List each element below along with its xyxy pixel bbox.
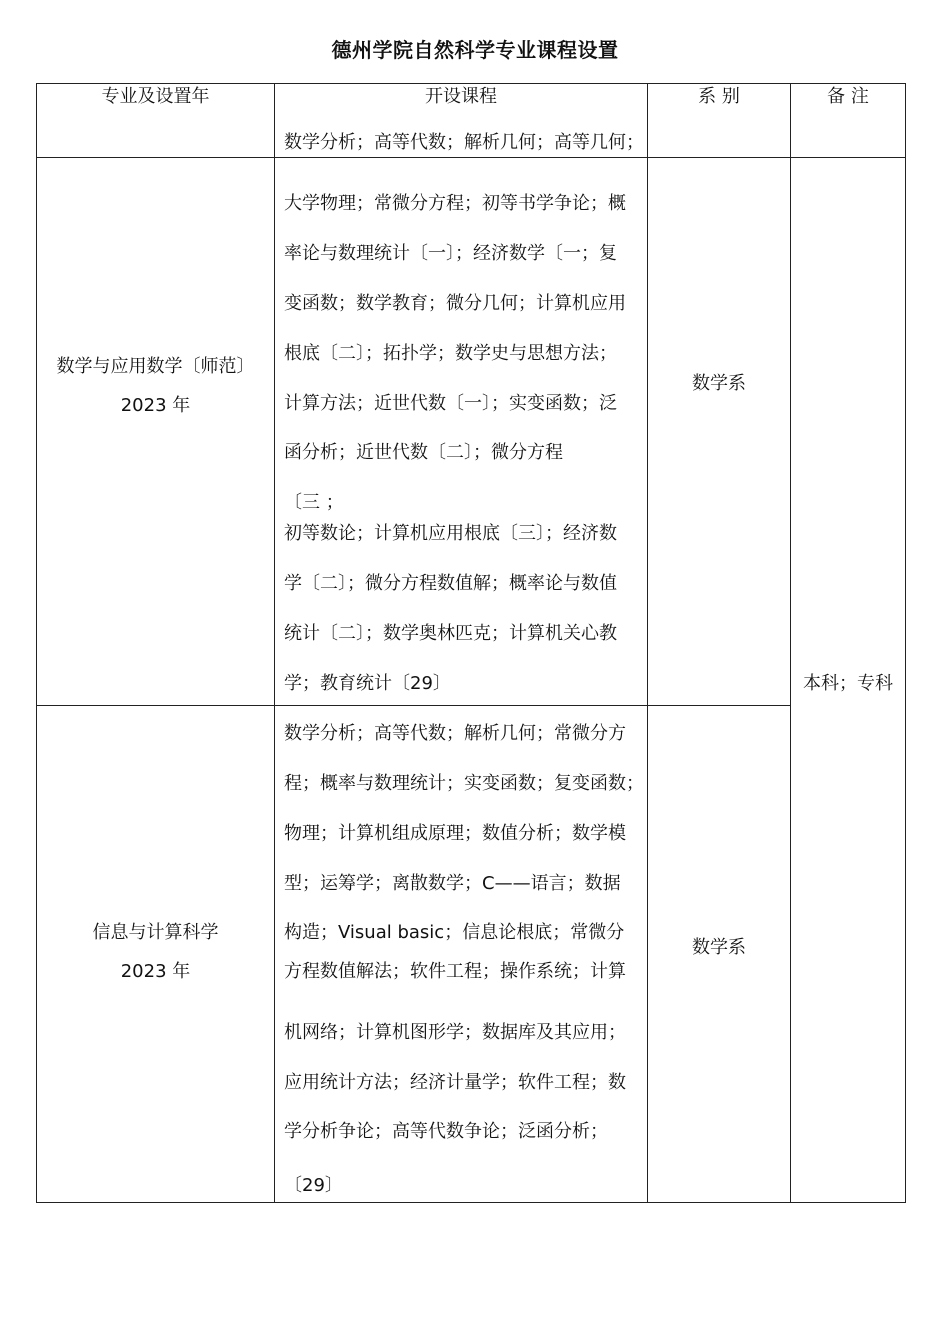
row2-course-line: 物理；计算机组成原理；数值分析；数学模 bbox=[284, 823, 626, 844]
column-divider-2 bbox=[647, 83, 648, 1203]
row1-course-line: 〔三 ； bbox=[284, 492, 344, 513]
row2-course-line: 方程数值解法；软件工程；操作系统；计算 bbox=[284, 961, 626, 982]
row1-course-line: 根底〔二〕；拓扑学；数学史与思想方法； bbox=[284, 343, 617, 364]
row2-course-line: 〔29〕 bbox=[284, 1175, 343, 1196]
table-border-top bbox=[36, 83, 906, 84]
row-divider bbox=[36, 705, 791, 706]
header-department: 系 别 bbox=[698, 86, 740, 107]
row1-course-line: 统计〔二〕；数学奥林匹克；计算机关心教 bbox=[284, 623, 617, 644]
header-major: 专业及设置年 bbox=[101, 86, 210, 107]
header-remarks: 备 注 bbox=[827, 86, 869, 107]
row1-course-line: 变函数；数学教育；微分几何；计算机应用 bbox=[284, 293, 626, 314]
table-border-bottom bbox=[36, 1202, 906, 1203]
header-course-continuation: 数学分析；高等代数；解析几何；高等几何； bbox=[284, 132, 644, 153]
row1-course-line: 函分析；近世代数〔二〕；微分方程 bbox=[284, 442, 563, 463]
row2-course-line: 机网络；计算机图形学；数据库及其应用； bbox=[284, 1022, 626, 1043]
row1-course-line: 学〔二〕；微分方程数值解；概率论与数值 bbox=[284, 573, 617, 594]
row2-course-line: 程；概率与数理统计；实变函数；复变函数； bbox=[284, 773, 644, 794]
remarks-cell: 本科；专科 bbox=[803, 673, 893, 694]
row1-course-line: 学；教育统计〔29〕 bbox=[284, 673, 451, 694]
header-divider bbox=[36, 157, 906, 158]
table-border-left bbox=[36, 83, 37, 1203]
row1-course-line: 大学物理；常微分方程；初等书学争论；概 bbox=[284, 193, 626, 214]
row1-course-line: 计算方法；近世代数〔一〕；实变函数；泛 bbox=[284, 393, 617, 414]
column-divider-1 bbox=[274, 83, 275, 1203]
row2-department: 数学系 bbox=[692, 937, 746, 958]
row2-course-line: 学分析争论；高等代数争论；泛函分析； bbox=[284, 1121, 608, 1142]
row1-year: 2023 年 bbox=[120, 395, 191, 416]
row2-course-line: 构造；Visual basic；信息论根底；常微分 bbox=[284, 922, 625, 943]
row1-course-line: 初等数论；计算机应用根底〔三〕；经济数 bbox=[284, 523, 617, 544]
row2-major: 信息与计算科学 bbox=[92, 922, 219, 943]
row2-course-line: 数学分析；高等代数；解析几何；常微分方 bbox=[284, 723, 626, 744]
header-courses: 开设课程 bbox=[425, 86, 497, 107]
row2-course-line: 应用统计方法；经济计量学；软件工程；数 bbox=[284, 1072, 626, 1093]
row1-major: 数学与应用数学〔师范〕 bbox=[56, 356, 255, 377]
row1-course-line: 率论与数理统计〔一〕；经济数学〔一；复 bbox=[284, 243, 617, 264]
page-title: 德州学院自然科学专业课程设置 bbox=[331, 38, 619, 62]
row1-department: 数学系 bbox=[692, 373, 746, 394]
table-border-right bbox=[905, 83, 906, 1203]
row2-course-line: 型；运筹学；离散数学；C——语言；数据 bbox=[284, 873, 621, 894]
column-divider-3 bbox=[790, 83, 791, 1203]
row2-year: 2023 年 bbox=[120, 961, 191, 982]
